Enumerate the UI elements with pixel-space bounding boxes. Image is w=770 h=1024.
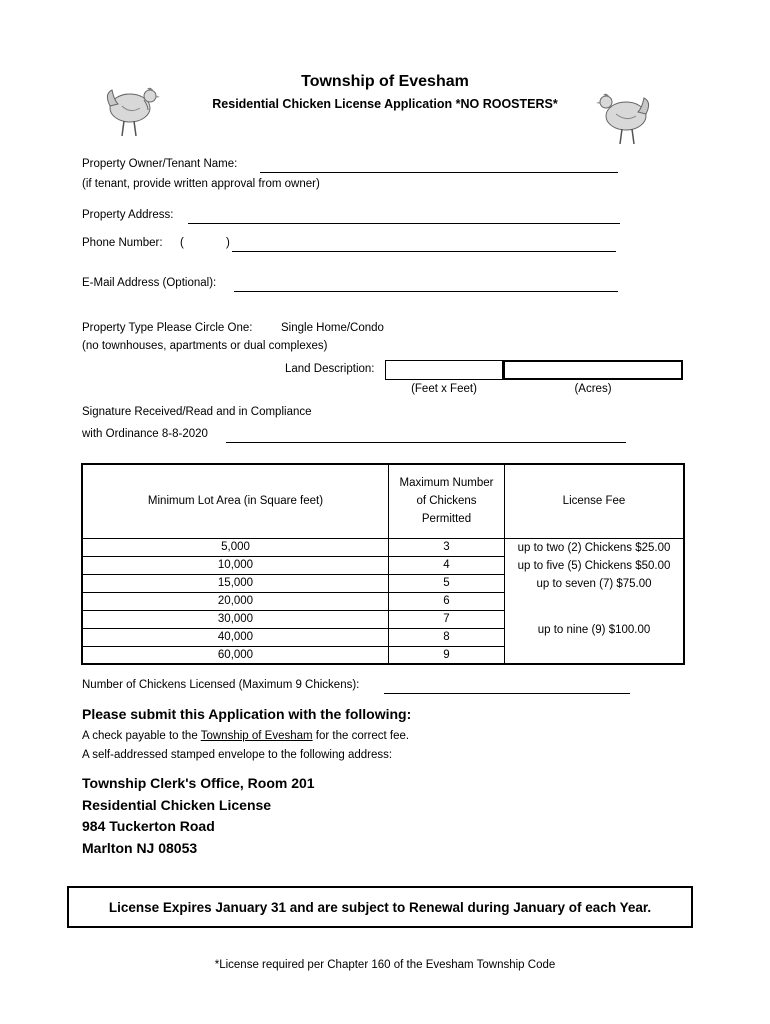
page-title: Township of Evesham	[301, 73, 469, 90]
property-type-label: Property Type Please Circle One:	[82, 322, 253, 334]
lot-cell: 20,000	[82, 592, 389, 610]
signature-label-line2: with Ordinance 8-8-2020	[82, 428, 208, 440]
signature-label-line1: Signature Received/Read and in Compliance	[82, 406, 312, 418]
lot-cell: 5,000	[82, 538, 389, 556]
max-cell: 5	[389, 574, 505, 592]
address-line: Township Clerk's Office, Room 201	[82, 775, 315, 791]
submit-heading: Please submit this Application with the following:	[82, 706, 412, 722]
license-fee-table	[81, 463, 685, 665]
property-type-note: (no townhouses, apartments or dual complexes)	[82, 340, 328, 352]
max-cell: 9	[389, 646, 505, 664]
address-line: 984 Tuckerton Road	[82, 818, 215, 834]
header-max-line2: of Chickens	[416, 495, 477, 508]
fee-cell	[505, 538, 685, 664]
fee-line: up to seven (7) $75.00	[536, 577, 652, 590]
expiration-notice-box	[67, 886, 693, 928]
fee-line: up to five (5) Chickens $50.00	[517, 559, 671, 572]
mailing-address	[82, 773, 315, 859]
land-description-label: Land Description:	[285, 363, 375, 375]
header-max-chickens	[389, 464, 505, 538]
owner-note: (if tenant, provide written approval from owner)	[82, 178, 320, 190]
address-line: Residential Chicken License	[82, 796, 272, 813]
footer-note: *License required per Chapter 160 of the Evesham Township Code	[214, 959, 556, 971]
land-feet-field[interactable]	[385, 360, 503, 380]
page-subtitle: Residential Chicken License Application *NO ROOSTERS*	[212, 97, 558, 111]
header-license-fee: License Fee	[505, 464, 685, 538]
fee-line: up to nine (9) $100.00	[537, 623, 651, 636]
phone-open-paren: (	[180, 237, 184, 249]
phone-close-paren: )	[226, 237, 230, 249]
chickens-licensed-field[interactable]	[384, 681, 630, 694]
address-line: Marlton NJ 08053	[82, 839, 198, 856]
phone-number-field[interactable]	[232, 239, 616, 252]
check-text-post: for the correct fee.	[312, 730, 410, 742]
property-type-option[interactable]: Single Home/Condo	[281, 322, 384, 334]
chickens-licensed-label: Number of Chickens Licensed (Maximum 9 Chickens):	[82, 679, 360, 691]
address-label: Property Address:	[82, 209, 174, 221]
lot-cell: 10,000	[82, 556, 389, 574]
owner-label: Property Owner/Tenant Name:	[82, 158, 238, 170]
signature-field[interactable]	[226, 430, 626, 443]
land-acres-field[interactable]	[503, 360, 683, 380]
land-feet-caption: (Feet x Feet)	[411, 383, 477, 395]
check-text-pre: A check payable to the	[82, 730, 201, 742]
email-field[interactable]	[234, 279, 618, 292]
township-link: Township of Evesham	[200, 730, 313, 742]
lot-cell: 60,000	[82, 646, 389, 664]
lot-cell: 30,000	[82, 610, 389, 628]
max-cell: 4	[389, 556, 505, 574]
max-cell: 8	[389, 628, 505, 646]
header-max-line3: Permitted	[421, 513, 472, 526]
owner-name-field[interactable]	[260, 160, 618, 173]
phone-label: Phone Number:	[82, 237, 163, 249]
fee-line: up to two (2) Chickens $25.00	[517, 541, 671, 554]
header-max-line1: Maximum Number	[399, 477, 494, 490]
max-cell: 6	[389, 592, 505, 610]
table-row	[82, 538, 684, 556]
lot-cell: 15,000	[82, 574, 389, 592]
lot-cell: 40,000	[82, 628, 389, 646]
envelope-instruction: A self-addressed stamped envelope to the following address:	[82, 749, 393, 761]
property-address-field[interactable]	[188, 211, 620, 224]
chicken-right-illustration	[592, 82, 656, 146]
expiration-notice: License Expires January 31 and are subject to Renewal during January of each Year.	[108, 899, 652, 915]
email-label: E-Mail Address (Optional):	[82, 277, 217, 289]
table-header-row	[82, 464, 684, 538]
land-acres-caption: (Acres)	[574, 383, 612, 395]
check-instruction	[82, 730, 409, 742]
header-lot-area: Minimum Lot Area (in Square feet)	[82, 464, 389, 538]
max-cell: 7	[389, 610, 505, 628]
max-cell: 3	[389, 538, 505, 556]
